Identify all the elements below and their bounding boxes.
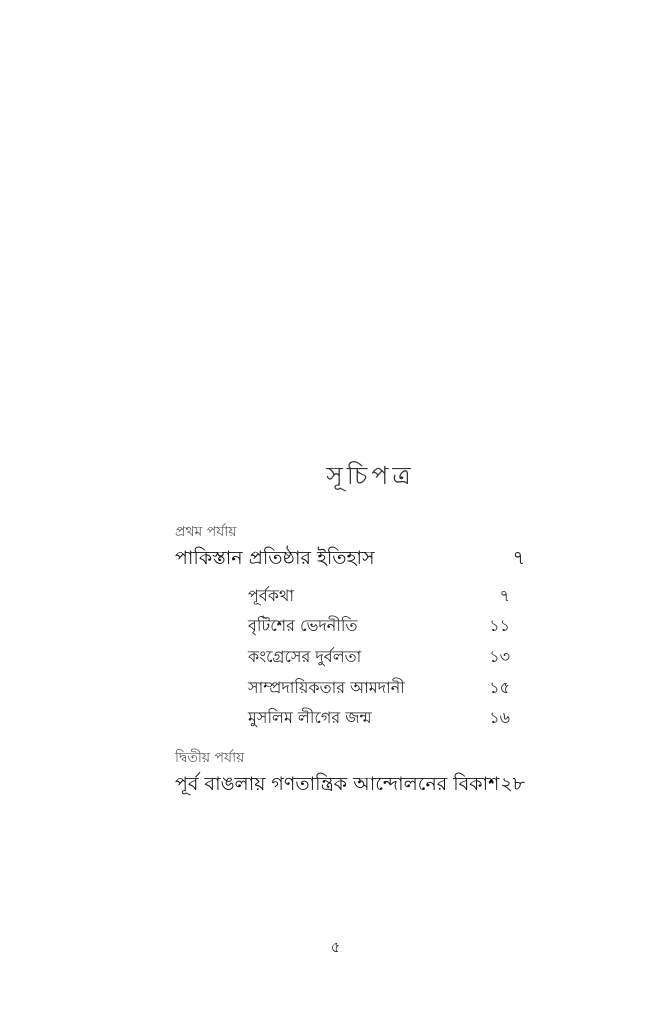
chapter-page-number: ২৮ bbox=[500, 773, 525, 795]
section-page-number: ১৫ bbox=[489, 678, 510, 697]
section-title: পূর্বকথা bbox=[248, 586, 294, 605]
section-page-number: ১১ bbox=[489, 616, 510, 635]
section-title: কংগ্রেসের দুর্বলতা bbox=[248, 647, 362, 666]
section-page-number: ৭ bbox=[499, 586, 510, 605]
section-title: বৃটিশের ভেদনীতি bbox=[248, 616, 358, 635]
section-page-number: ১৬ bbox=[489, 708, 510, 727]
toc-heading: সূচিপত্র bbox=[326, 461, 415, 490]
page-number: ৫ bbox=[330, 938, 341, 956]
chapter-title: পাকিস্তান প্রতিষ্ঠার ইতিহাস bbox=[175, 547, 375, 569]
part-one-label: প্রথম পর্যায় bbox=[175, 524, 237, 540]
chapter-title: পূর্ব বাঙলায় গণতান্ত্রিক আন্দোলনের বিকাশ bbox=[175, 773, 500, 795]
chapter-page-number: ৭ bbox=[512, 547, 525, 569]
section-title: মুসলিম লীগের জন্ম bbox=[248, 708, 372, 727]
section-page-number: ১৩ bbox=[489, 647, 510, 666]
part-two-label: দ্বিতীয় পর্যায় bbox=[175, 750, 245, 766]
section-title: সাম্প্রদায়িকতার আমদানী bbox=[248, 678, 405, 697]
